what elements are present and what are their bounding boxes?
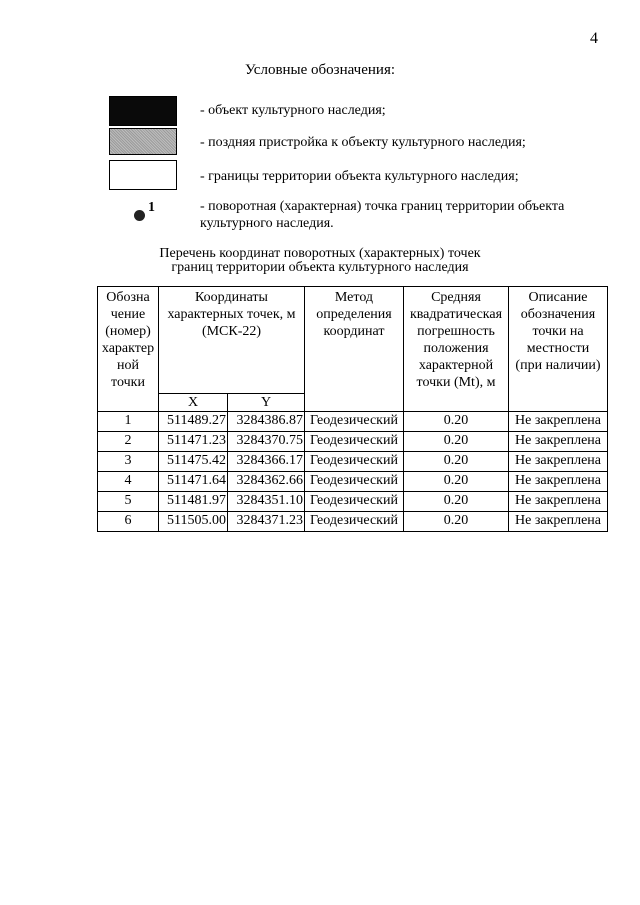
cell-error: 0.20 [404, 492, 509, 512]
legend-swatch-extension [109, 128, 177, 155]
header-text: обозначения [520, 307, 596, 322]
header-text: Средняя [431, 290, 481, 305]
header-coordinates [159, 287, 305, 394]
header-text: ной [117, 358, 139, 373]
header-text: характерных точек, м [167, 307, 296, 322]
cell-x: 511475.42 [159, 452, 228, 472]
table-row [98, 472, 608, 492]
cell-x: 511481.97 [159, 492, 228, 512]
header-text: характерной [418, 358, 494, 373]
table-title [0, 247, 640, 275]
table-row [98, 512, 608, 532]
legend-swatch-object [109, 96, 177, 126]
cell-method: Геодезический [305, 492, 404, 512]
cell-method: Геодезический [305, 452, 404, 472]
cell-method: Геодезический [305, 432, 404, 452]
cell-error: 0.20 [404, 412, 509, 432]
cell-description: Не закреплена [509, 492, 608, 512]
header-text: Метод [334, 290, 374, 305]
header-method [305, 287, 404, 412]
cell-error: 0.20 [404, 452, 509, 472]
header-error [404, 287, 509, 412]
header-text: Обозна [106, 290, 150, 305]
header-description [509, 287, 608, 412]
header-text: характер [101, 341, 155, 356]
cell-y: 3284371.23 [228, 512, 305, 532]
cell-description: Не закреплена [509, 472, 608, 492]
header-text: погрешность [417, 324, 495, 339]
header-text: (при наличии) [515, 358, 601, 373]
cell-number: 4 [98, 472, 159, 492]
legend-swatch-boundary [109, 160, 177, 190]
header-x: X [159, 394, 228, 412]
cell-x: 511471.23 [159, 432, 228, 452]
table-row [98, 492, 608, 512]
cell-number: 2 [98, 432, 159, 452]
header-text: чение [110, 307, 146, 322]
header-text: точки (Mt), м [416, 375, 496, 390]
cell-y: 3284386.87 [228, 412, 305, 432]
header-text: точки [111, 375, 145, 390]
table-row [98, 432, 608, 452]
header-text: координат [323, 324, 385, 339]
legend-item-object: - объект культурного наследия; [200, 103, 386, 118]
cell-description: Не закреплена [509, 512, 608, 532]
cell-error: 0.20 [404, 512, 509, 532]
header-text: (номер) [105, 324, 151, 339]
header-text: Описание [528, 290, 588, 305]
cell-number: 1 [98, 412, 159, 432]
header-designation [98, 287, 159, 412]
header-text: положения [423, 341, 489, 356]
header-text: точки на [532, 324, 584, 339]
turning-point-icon [134, 210, 145, 221]
cell-y: 3284370.75 [228, 432, 305, 452]
table-title-line1: Перечень координат поворотных (характерных) точек [159, 246, 481, 261]
header-text: Координаты [195, 290, 268, 305]
legend-item-boundary: - границы территории объекта культурного наследия; [200, 169, 519, 184]
cell-method: Геодезический [305, 472, 404, 492]
cell-y: 3284362.66 [228, 472, 305, 492]
cell-description: Не закреплена [509, 452, 608, 472]
header-text: (МСК-22) [201, 324, 262, 339]
cell-method: Геодезический [305, 412, 404, 432]
header-text: местности [526, 341, 590, 356]
cell-x: 511505.00 [159, 512, 228, 532]
cell-number: 3 [98, 452, 159, 472]
page-number: 4 [590, 30, 598, 47]
legend-title: Условные обозначения: [244, 62, 396, 78]
cell-description: Не закреплена [509, 432, 608, 452]
cell-number: 6 [98, 512, 159, 532]
cell-error: 0.20 [404, 432, 509, 452]
legend-item-extension: - поздняя пристройка к объекту культурного наследия; [200, 135, 526, 150]
legend-item-turning-point: - поворотная (характерная) точка границ территории объекта культурного наследия. [200, 199, 565, 231]
cell-description: Не закреплена [509, 412, 608, 432]
header-y: Y [228, 394, 305, 412]
cell-error: 0.20 [404, 472, 509, 492]
cell-method: Геодезический [305, 512, 404, 532]
cell-number: 5 [98, 492, 159, 512]
table-row [98, 412, 608, 432]
cell-x: 511471.64 [159, 472, 228, 492]
coordinates-table [97, 286, 608, 532]
header-text: определения [316, 307, 392, 322]
turning-point-label: 1 [148, 200, 155, 215]
table-title-line2: границ территории объекта культурного наследия [171, 260, 469, 275]
header-text: квадратическая [409, 307, 503, 322]
table-row [98, 452, 608, 472]
cell-x: 511489.27 [159, 412, 228, 432]
cell-y: 3284351.10 [228, 492, 305, 512]
cell-y: 3284366.17 [228, 452, 305, 472]
